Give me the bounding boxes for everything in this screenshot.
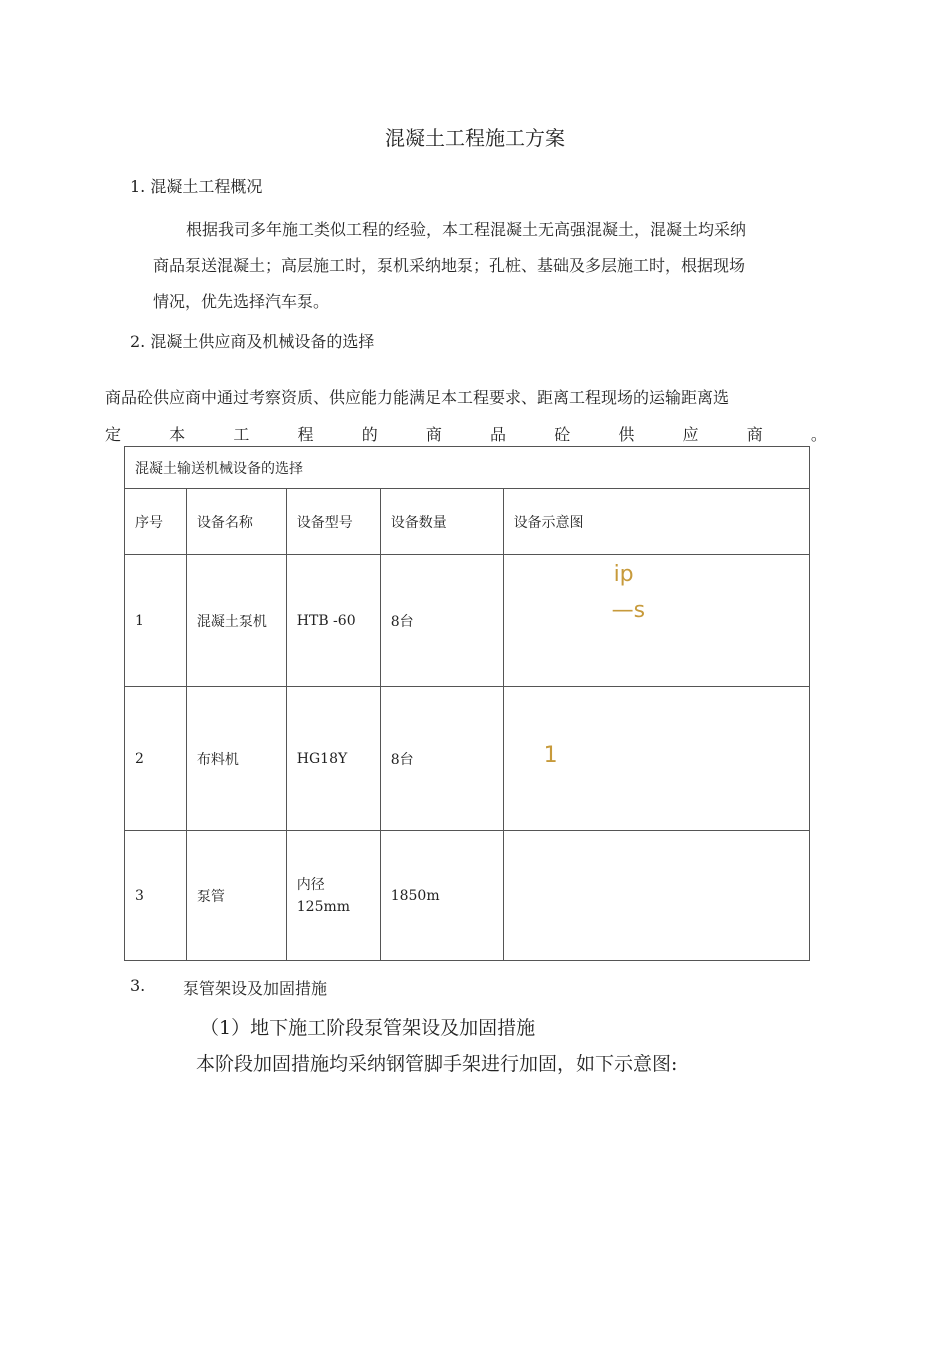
- section2-char: 应: [682, 425, 699, 444]
- section2-heading: 2. 混凝土供应商及机械设备的选择: [130, 332, 375, 351]
- cell-qty: 8台: [380, 555, 503, 687]
- section2-char: 商: [746, 425, 763, 444]
- section3-sub1-text: 本阶段加固措施均采纳钢管脚手架进行加固，如下示意图:: [196, 1053, 678, 1075]
- cell-pic: [503, 555, 809, 687]
- cell-name: 泵管: [186, 831, 286, 961]
- section2-char: 本: [169, 425, 186, 444]
- section2-line-2: [105, 422, 827, 445]
- pic-text: —s: [611, 598, 646, 623]
- cell-pic: [503, 687, 809, 831]
- table-caption-row: [125, 447, 810, 489]
- table-row: [125, 555, 810, 687]
- section3-number: 3.: [130, 976, 146, 995]
- cell-no: 3: [125, 831, 187, 961]
- cell-model: HG18Y: [286, 687, 380, 831]
- section1-line-3: 情况，优先选择汽车泵。: [153, 292, 330, 311]
- cell-no: 1: [125, 555, 187, 687]
- table-caption: 混凝土输送机械设备的选择: [125, 447, 810, 489]
- section2-char: 商: [425, 425, 442, 444]
- section2-char: 定: [105, 425, 122, 444]
- cell-model: [286, 831, 380, 961]
- cell-pic: [503, 831, 809, 961]
- header-name: 设备名称: [186, 489, 286, 555]
- document-title: 混凝土工程施工方案: [385, 126, 565, 150]
- placer-image-placeholder: 1: [543, 743, 558, 768]
- section2-char: 的: [361, 425, 378, 444]
- section3-sub1: （1）地下施工阶段泵管架设及加固措施: [200, 1017, 536, 1039]
- table-row: [125, 831, 810, 961]
- pump-image-placeholder: [612, 557, 645, 629]
- table-row: [125, 687, 810, 831]
- section2-char: 供: [618, 425, 635, 444]
- cell-qty: 1850m: [380, 831, 503, 961]
- section2-char: 砼: [554, 425, 571, 444]
- section1-line-2: 商品泵送混凝土；高层施工时，泵机采纳地泵；孔桩、基础及多层施工时，根据现场: [153, 256, 746, 275]
- cell-qty: 8台: [380, 687, 503, 831]
- section2-char: 工: [233, 425, 250, 444]
- cell-name: 布料机: [186, 687, 286, 831]
- cell-no: 2: [125, 687, 187, 831]
- header-no: 序号: [125, 489, 187, 555]
- header-pic: 设备示意图: [503, 489, 809, 555]
- section1-heading: 1. 混凝土工程概况: [130, 177, 263, 196]
- header-model: 设备型号: [286, 489, 380, 555]
- table-header-row: [125, 489, 810, 555]
- equipment-table: [124, 446, 810, 961]
- section1-line-1: 根据我司多年施工类似工程的经验，本工程混凝土无高强混凝土，混凝土均采纳: [186, 220, 747, 239]
- header-qty: 设备数量: [380, 489, 503, 555]
- cell-model-line: 125mm: [296, 898, 351, 915]
- cell-name: 混凝土泵机: [186, 555, 286, 687]
- section2-line-1: 商品砼供应商中通过考察资质、供应能力能满足本工程要求、距离工程现场的运输距离选: [105, 388, 730, 407]
- cell-model-line: 内径: [296, 876, 325, 893]
- section2-char: 品: [490, 425, 507, 444]
- pic-text: ip: [613, 562, 634, 587]
- section3-heading: 泵管架设及加固措施: [183, 979, 328, 998]
- section2-char: 。: [810, 425, 827, 444]
- section2-char: 程: [297, 425, 314, 444]
- cell-model: HTB -60: [286, 555, 380, 687]
